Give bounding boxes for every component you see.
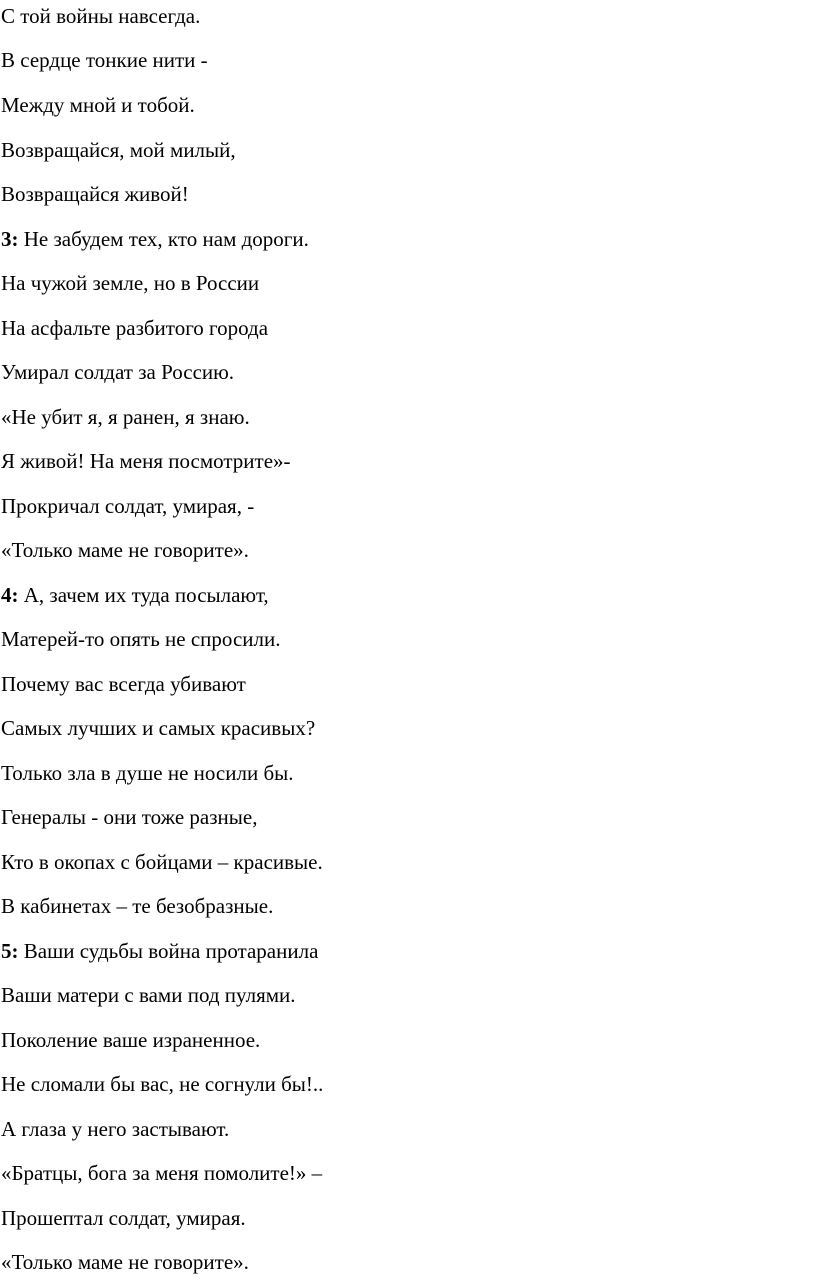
line-text: Ваши судьбы война протаранила — [18, 939, 319, 963]
poem-line — [1, 270, 259, 296]
line-text: Прошептал солдат, умирая. — [1, 1206, 246, 1230]
verse-number: 5: — [1, 939, 19, 963]
line-text: Почему вас всегда убивают — [1, 672, 246, 696]
poem-line — [1, 137, 236, 163]
poem-line — [1, 47, 208, 73]
line-text: Матерей-то опять не спросили. — [1, 627, 281, 651]
poem-line — [1, 92, 195, 118]
line-text: Генералы - они тоже разные, — [1, 805, 258, 829]
poem-line — [1, 671, 246, 697]
poem-line — [1, 537, 249, 563]
line-text: А, зачем их туда посылают, — [18, 583, 269, 607]
line-text: «Братцы, бога за меня помолите!» – — [1, 1161, 323, 1185]
line-text: В сердце тонкие нити - — [1, 48, 208, 72]
poem-line — [1, 404, 250, 430]
line-text: Между мной и тобой. — [1, 93, 195, 117]
poem-line — [1, 938, 318, 964]
line-text: «Только маме не говорите». — [1, 538, 249, 562]
poem-line — [1, 493, 254, 519]
line-text: Не сломали бы вас, не согнули бы!.. — [1, 1072, 324, 1096]
poem-line — [1, 359, 234, 385]
line-text: Возвращайся, мой милый, — [1, 138, 236, 162]
line-text: Я живой! На меня посмотрите»- — [1, 449, 291, 473]
line-text: На асфальте разбитого города — [1, 316, 269, 340]
poem-line — [1, 448, 291, 474]
poem-line — [1, 1160, 322, 1186]
line-text: В кабинетах – те безобразные. — [1, 894, 274, 918]
line-text: Кто в окопах с бойцами – красивые. — [1, 850, 323, 874]
poem-line — [1, 226, 309, 252]
poem-line — [1, 804, 257, 830]
poem-line — [1, 715, 315, 741]
poem-line — [1, 582, 269, 608]
line-text: На чужой земле, но в России — [1, 271, 260, 295]
poem-line — [1, 1249, 249, 1275]
poem-line — [1, 3, 200, 29]
verse-number: 3: — [1, 227, 19, 251]
line-text: Самых лучших и самых красивых? — [1, 716, 316, 740]
line-text: Только зла в душе не носили бы. — [1, 761, 294, 785]
line-text: Не забудем тех, кто нам дороги. — [18, 227, 309, 251]
line-text: Ваши матери с вами под пулями. — [1, 983, 296, 1007]
poem-line — [1, 1071, 323, 1097]
poem-line — [1, 849, 323, 875]
line-text: Прокричал солдат, умирая, - — [1, 494, 255, 518]
poem-line — [1, 626, 280, 652]
verse-number: 4: — [1, 583, 19, 607]
poem-line — [1, 760, 294, 786]
line-text: Поколение ваше израненное. — [1, 1028, 261, 1052]
line-text: С той войны навсегда. — [1, 4, 201, 28]
poem-line — [1, 1205, 246, 1231]
line-text: Возвращайся живой! — [1, 182, 189, 206]
line-text: «Не убит я, я ранен, я знаю. — [1, 405, 250, 429]
line-text: А глаза у него застывают. — [1, 1117, 230, 1141]
poem-line — [1, 181, 189, 207]
poem-line — [1, 1027, 260, 1053]
poem-line — [1, 982, 296, 1008]
poem-line — [1, 315, 268, 341]
poem-line — [1, 1116, 229, 1142]
line-text: «Только маме не говорите». — [1, 1250, 249, 1274]
poem-line — [1, 893, 273, 919]
line-text: Умирал солдат за Россию. — [1, 360, 235, 384]
